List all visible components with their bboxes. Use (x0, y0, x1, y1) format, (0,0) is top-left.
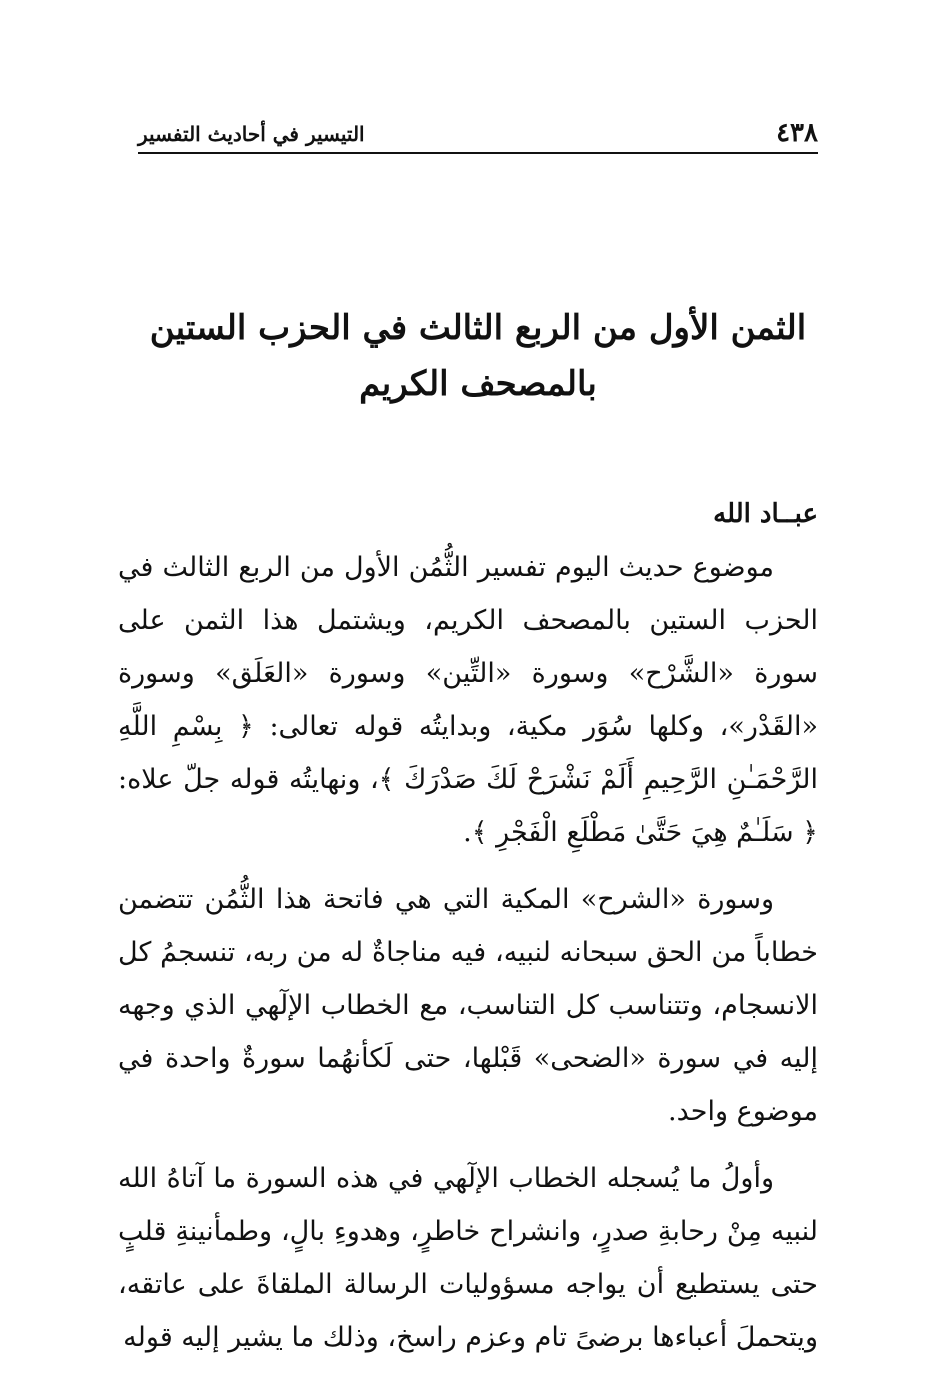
book-title: التيسير في أحاديث التفسير (138, 122, 365, 146)
chapter-title-line-2: بالمصحف الكريم (359, 364, 597, 404)
page-number: ٤٣٨ (776, 118, 818, 148)
running-header (138, 112, 818, 154)
paragraph: موضوع حديث اليوم تفسير الثُّمُن الأول من الربع الثالث في الحزب الستين بالمصحف الكريم، ويشتمل هذا الثمن على سورة «الشَّرْح» وسورة «التِّين» وسورة «العَلَق» وسورة «القَدْر»، وكلها سُوَر مكية، وبدايتُه قوله تعالى: ﴿ بِسْمِ اللَّهِ الرَّحْمَـٰنِ الرَّحِيمِ أَلَمْ نَشْرَحْ لَكَ صَدْرَكَ ﴾، ونهايتُه قوله جلّ علاه: ﴿ سَلَـٰمٌ هِيَ حَتَّىٰ مَطْلَعِ الْفَجْرِ ﴾. (118, 552, 818, 848)
salutation: عبــاد الله (713, 499, 818, 529)
chapter-title (138, 300, 818, 412)
paragraph: وأولُ ما يُسجله الخطاب الإلٓهي في هذه السورة ما آتاهُ الله لنبيه مِنْ رحابةِ صدرٍ، وانشراح خاطرٍ، وهدوءِ بالٍ، وطمأنينةِ قلبٍ حتى يستطيع أن يواجه مسؤوليات الرسالة الملقاةَ على عاتقه، ويتحملَ أعباءها برضىً تام وعزم راسخ، وذلك ما يشير إليه قوله (118, 1163, 818, 1353)
paragraph: وسورة «الشرح» المكية التي هي فاتحة هذا الثُّمُن تتضمن خطاباً من الحق سبحانه لنبيه، فيه مناجاةٌ له من ربه، تنسجمُ كل الانسجام، وتتناسب كل التناسب، مع الخطاب الإلٓهي الذي وجهه إليه في سورة «الضحى» قَبْلها، حتى لَكأنهُما سورةٌ واحدة في موضوع واحد. (118, 884, 818, 1127)
body-text (118, 488, 818, 1378)
chapter-title-line-1: الثمن الأول من الربع الثالث في الحزب الستين (149, 308, 807, 348)
